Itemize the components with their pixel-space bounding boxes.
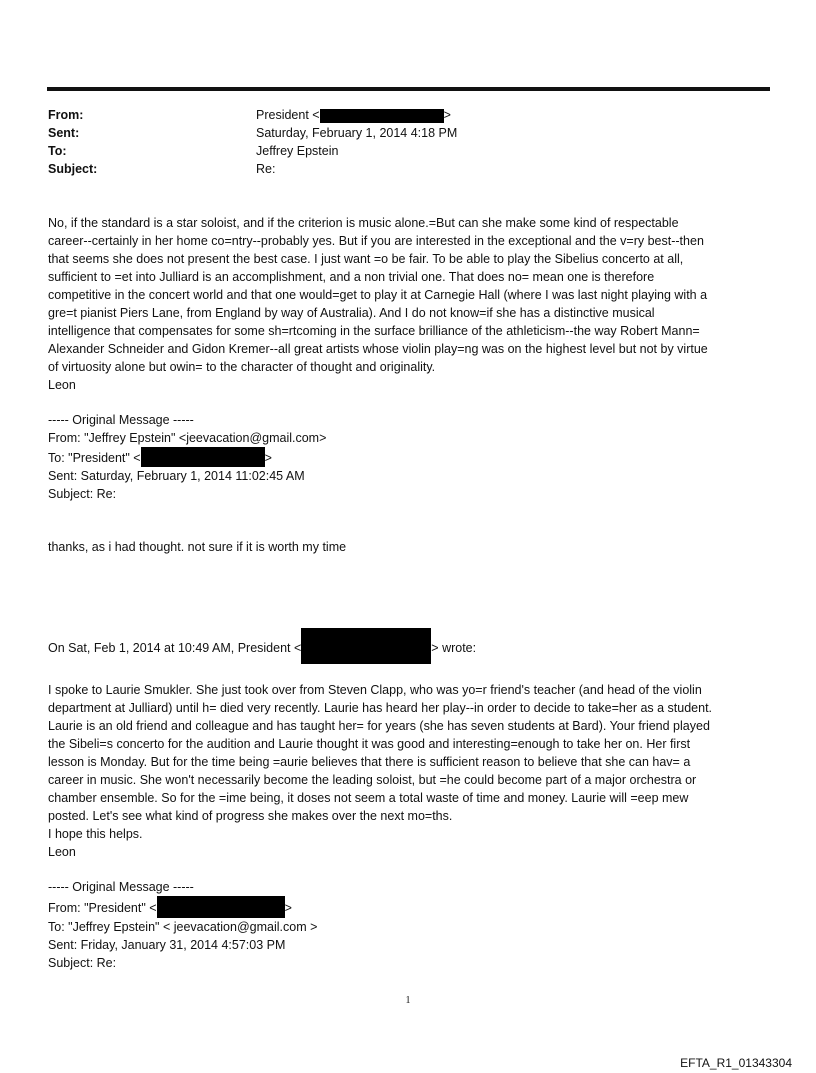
orig-to-suffix: > [264, 451, 272, 465]
sent-label: Sent: [48, 126, 80, 140]
body-line: Laurie is an old friend and colleague and has taught her= for years (she has seven students at Bard). Your friend played [48, 719, 710, 733]
page-number: 1 [405, 995, 411, 1006]
redaction-box [301, 628, 431, 664]
body-line: No, if the standard is a star soloist, and if the criterion is music alone.=But can she make some kind of respectable [48, 216, 679, 230]
body-line: I hope this helps. [48, 827, 143, 841]
from-value-close: > [443, 108, 451, 122]
body-line: of virtuosity alone but owin= to the character of thought and originality. [48, 360, 436, 374]
orig-sent: Sent: Friday, January 31, 2014 4:57:03 PM [48, 938, 286, 952]
body-line: posted. Let's see what kind of progress she makes over the next mo=ths. [48, 809, 453, 823]
body-line: department at Julliard) until h= died very recently. Laurie has heard her play--in order to decide to take=her as a student. [48, 701, 713, 715]
to-label: To: [48, 144, 67, 158]
body-line: Alexander Schneider and Gidon Kremer--all great artists whose violin play=ng was on the highest level but not by virtue [48, 342, 708, 356]
signature: Leon [48, 378, 76, 392]
body-line: I spoke to Laurie Smukler. She just took over from Steven Clapp, who was yo=r friend's teacher (and head of the violin [48, 683, 702, 697]
document-id: EFTA_R1_01343304 [680, 1056, 792, 1070]
body-line: intelligence that compensates for some sh=rtcoming in the surface brilliance of the athleticism--the way Robert Mann= [48, 324, 700, 338]
signature: Leon [48, 845, 76, 859]
orig-subject: Subject: Re: [48, 487, 117, 501]
orig-sent: Sent: Saturday, February 1, 2014 11:02:45 AM [48, 469, 305, 483]
original-message-separator: ----- Original Message ----- [48, 413, 194, 427]
subject-label: Subject: [48, 162, 98, 176]
orig-subject: Subject: Re: [48, 956, 117, 970]
body-paragraph-1 [48, 214, 773, 394]
body-line: chamber ensemble. So for the =ime being, it doses not seem a total waste of time and money. Laurie will =eep mew [48, 791, 689, 805]
wrote-text [48, 628, 773, 664]
orig-from-suffix: > [284, 901, 292, 915]
original-message-1 [48, 411, 773, 503]
wrote-suffix: > wrote: [431, 641, 477, 655]
body-paragraph-2 [48, 681, 773, 861]
orig-from: From: "Jeffrey Epstein" <jeevacation@gmail.com> [48, 431, 327, 445]
body-line: sufficient to =et into Julliard is an accomplishment, and a non trivial one. That does no= mean one is therefore [48, 270, 655, 284]
original-message-2 [48, 878, 773, 972]
body-line: lesson is Monday. But for the time being =aurie believes that there is sufficient reason to believe that she can hav= a [48, 755, 691, 769]
orig-to [48, 447, 773, 467]
header-rule [47, 87, 770, 91]
orig-to-prefix: To: "President" < [48, 451, 141, 465]
from-label: From: [48, 108, 84, 122]
body-line: the Sibeli=s concerto for the audition and Laurie thought it was good and interesting=enough to take her on. Her first [48, 737, 691, 751]
orig-from-prefix: From: "President" < [48, 901, 157, 915]
wrote-prefix: On Sat, Feb 1, 2014 at 10:49 AM, President < [48, 641, 302, 655]
to-value: Jeffrey Epstein [256, 144, 339, 158]
reply-line: thanks, as i had thought. not sure if it is worth my time [48, 540, 347, 554]
redaction-box [320, 109, 444, 123]
body-line: that seems she does not present the best case. I just want =o be fair. To be able to play the Sibelius concerto at all, [48, 252, 684, 266]
orig-to: To: "Jeffrey Epstein" < jeevacation@gmail.com > [48, 920, 318, 934]
redaction-box [157, 896, 285, 918]
subject-value: Re: [256, 162, 276, 176]
body-line: career--certainly in her home co=ntry--probably yes. But if you are interested in the exceptional and the v=ry best--then [48, 234, 704, 248]
wrote-line [48, 628, 773, 664]
body-line: gre=t pianist Piers Lane, from England by way of Australia). And I do not know=if she has a distinctive musical [48, 306, 655, 320]
from-value [256, 106, 756, 124]
from-value-text: President < [256, 108, 320, 122]
original-message-separator: ----- Original Message ----- [48, 880, 194, 894]
orig-from [48, 896, 773, 918]
sent-value: Saturday, February 1, 2014 4:18 PM [256, 126, 458, 140]
reply-text [48, 538, 773, 556]
body-line: competitive in the concert world and that one would=get to play it at Carnegie Hall (where I was last night playing with a [48, 288, 708, 302]
redaction-box [141, 447, 265, 467]
body-line: career in music. She won't necessarily become the leading soloist, but =he could become part of a major orchestra or [48, 773, 697, 787]
